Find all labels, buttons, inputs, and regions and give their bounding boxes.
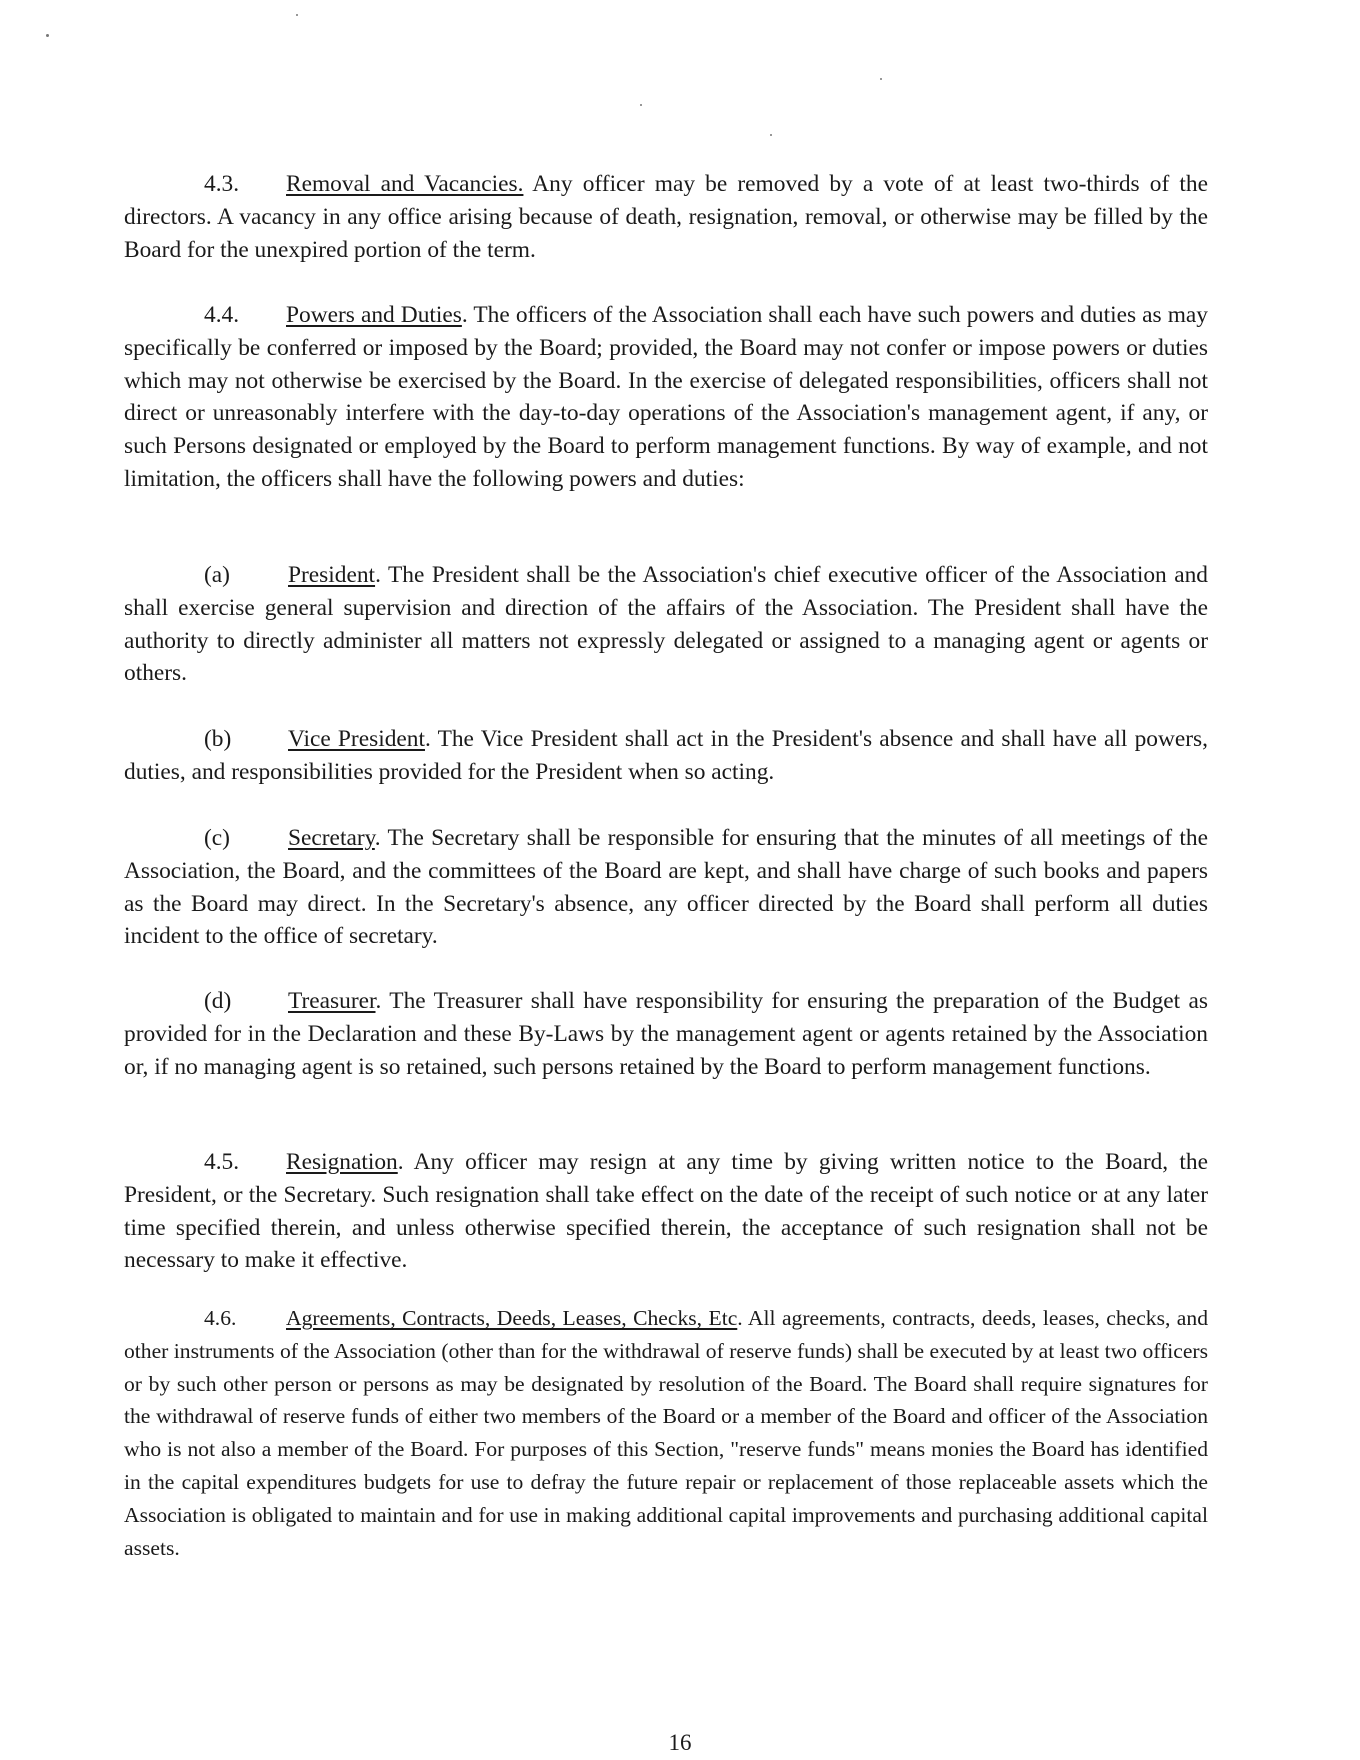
section-number: (d) (204, 988, 232, 1014)
section-heading: Removal and Vacancies. (286, 171, 524, 197)
section-text: . All agreements, contracts, deeds, leases, checks, and other instruments of the Association (other than for the withdrawal of reserve funds) shall be executed by at least two officers or by such other person or persons as may be designated by resolution of the Board. The Board shall require signatures for the withdrawal of reserve funds of either two members of the Board or a member of the Board and officer of the Association who is not also a member of the Board. For purposes of this Section, "reserve funds" means monies the Board has identified in the capital expenditures budgets for use to defray the future repair or replacement of those replaceable assets which the Association is obligated to maintain and for use in making additional capital improvements and purchasing additional capital assets. (124, 1306, 1208, 1560)
scan-speck (640, 104, 642, 106)
scan-speck (770, 134, 772, 136)
section-number: 4.3. (204, 171, 240, 197)
section-4-3 (124, 168, 1208, 266)
section-text: . Any officer may resign at any time by giving written notice to the Board, the President, or the Secretary. Such resignation shall take effect on the date of the receipt of such notice or at any later time specified therein, and unless otherwise specified therein, the acceptance of such resignation shall not be necessary to make it effective. (124, 1149, 1208, 1274)
section-text: . The Secretary shall be responsible for ensuring that the minutes of all meetings of the Association, the Board, and the committees of the Board are kept, and shall have charge of such books and papers as the Board may direct. In the Secretary's absence, any officer directed by the Board shall perform all duties incident to the office of secretary. (124, 825, 1208, 950)
section-heading: Agreements, Contracts, Deeds, Leases, Checks, Etc (286, 1306, 738, 1330)
scan-speck (296, 14, 298, 16)
page-number: 16 (668, 1730, 692, 1755)
section-number: (c) (204, 825, 230, 851)
section-text: . The President shall be the Association's chief executive officer of the Association and shall exercise general supervision and direction of the affairs of the Association. The President shall have the authority to directly administer all matters not expressly delegated or assigned to a managing agent or agents or others. (124, 562, 1208, 687)
section-heading: Secretary (288, 825, 375, 851)
section-number: 4.4. (204, 302, 240, 328)
section-heading: Resignation (286, 1149, 398, 1175)
section-4-4 (124, 299, 1208, 496)
section-heading: Treasurer (288, 988, 376, 1014)
section-number: 4.5. (204, 1149, 240, 1175)
scan-speck (46, 34, 49, 37)
section-heading: Powers and Duties (286, 302, 462, 328)
subsection-a-president (124, 559, 1208, 690)
section-text: Any officer may be removed by a vote of at least two-thirds of the directors. A vacancy in any office arising because of death, resignation, removal, or otherwise may be filled by the Board for the unexpired portion of the term. (124, 171, 1208, 263)
section-heading: Vice President (288, 726, 425, 752)
section-number: (b) (204, 726, 232, 752)
section-text: . The officers of the Association shall each have such powers and duties as may specifically be conferred or imposed by the Board; provided, the Board may not confer or impose powers or duties which may not otherwise be exercised by the Board. In the exercise of delegated responsibilities, officers shall not direct or unreasonably interfere with the day-to-day operations of the Association's management agent, if any, or such Persons designated or employed by the Board to perform management functions. By way of example, and not limitation, the officers shall have the following powers and duties: (124, 302, 1208, 492)
section-text: . The Treasurer shall have responsibility for ensuring the preparation of the Budget as provided for in the Declaration and these By-Laws by the management agent or agents retained by the Association or, if no managing agent is so retained, such persons retained by the Board to perform management functions. (124, 988, 1208, 1080)
section-text: . The Vice President shall act in the President's absence and shall have all powers, duties, and responsibilities provided for the President when so acting. (124, 726, 1208, 785)
subsection-b-vice-president (124, 723, 1208, 789)
section-4-6 (124, 1302, 1208, 1564)
subsection-d-treasurer (124, 985, 1208, 1083)
section-heading: President (288, 562, 376, 588)
scan-speck (880, 78, 882, 80)
subsection-c-secretary (124, 822, 1208, 953)
section-number: (a) (204, 562, 230, 588)
section-4-5 (124, 1146, 1208, 1277)
section-number: 4.6. (204, 1306, 237, 1330)
